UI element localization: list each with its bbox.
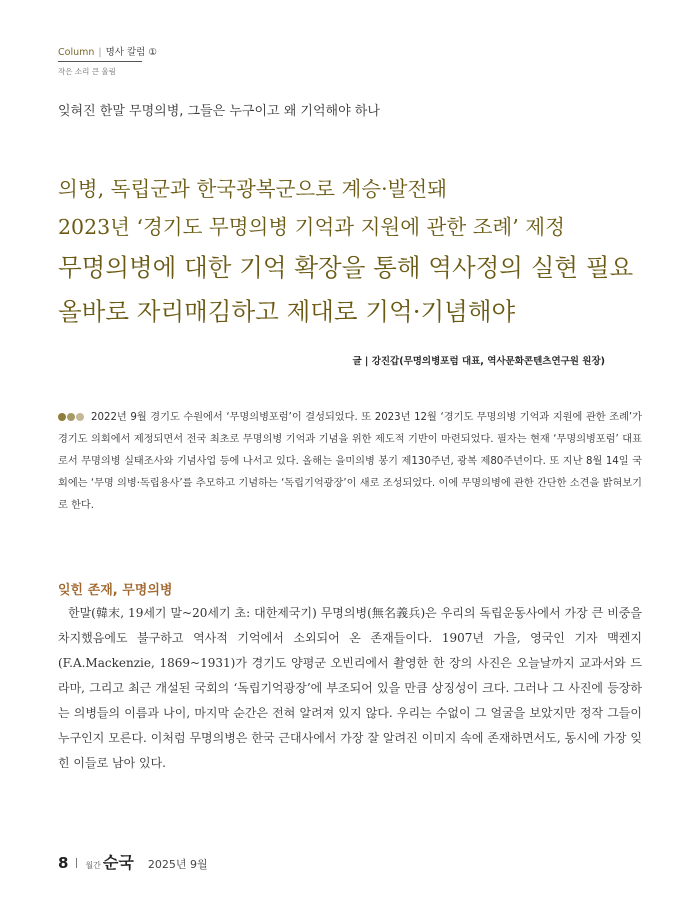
headline-4: 올바로 자리매김하고 제대로 기억·기념해야 bbox=[58, 297, 516, 326]
headline-3: 무명의병에 대한 기억 확장을 통해 역사정의 실현 필요 bbox=[58, 253, 634, 282]
column-label bbox=[58, 44, 157, 58]
kicker: 잊혀진 한말 무명의병, 그들은 누구이고 왜 기억해야 하나 bbox=[58, 104, 380, 119]
issue-date: 2025년 9월 bbox=[147, 858, 208, 871]
headline-1: 의병, 독립군과 한국광복군으로 계승·발전돼 bbox=[58, 177, 448, 201]
section-title: 잊힌 존재, 무명의병 bbox=[58, 583, 173, 598]
magazine-prefix: 월간 bbox=[85, 861, 101, 870]
magazine-name: 순국 bbox=[102, 853, 134, 872]
headline-2: 2023년 ‘경기도 무명의병 기억과 지원에 관한 조례’ 제정 bbox=[58, 215, 565, 239]
page-number: 8 bbox=[58, 854, 69, 872]
headline-block bbox=[58, 170, 658, 334]
column-header bbox=[58, 44, 157, 77]
lead-paragraph bbox=[58, 407, 642, 517]
page-footer bbox=[58, 850, 208, 873]
column-title: 명사 칼럼 ① bbox=[105, 47, 157, 58]
body-paragraph: 한말(韓末, 19세기 말~20세기 초: 대한제국기) 무명의병(無名義兵)은 우리의 독립운동사에서 가장 큰 비중을 차지했음에도 불구하고 역사적 기억에서 소외되어 온 존재들이다. 1907년 가을, 영국인 기자 맥켄지(F.A.Mackenzie, 1869~1931)가 경기도 양평군 오빈리에서 촬영한 한 장의 사진은 오늘날까지 교과서와 드라마, 그리고 최근 개설된 국회의 ‘독립기억광장’에 부조되어 있을 만큼 상징성이 크다. 그러나 그 사진에 등장하는 의병들의 이름과 나이, 마지막 순간은 전혀 알려져 있지 않다. 우리는 수없이 그 얼굴을 보았지만 정작 그들이 누구인지 모른다. 이처럼 무명의병은 한국 근대사에서 가장 잘 알려진 이미지 속에 존재하면서도, 동시에 가장 잊힌 이들로 남아 있다. bbox=[58, 606, 642, 770]
bullet-dots-icon bbox=[58, 407, 85, 429]
column-subtitle: 작은 소리 큰 울림 bbox=[58, 67, 116, 76]
column-separator: | bbox=[98, 47, 102, 58]
lead-text: 2022년 9월 경기도 수원에서 ‘무명의병포럼’이 결성되었다. 또 2023년 12월 ‘경기도 무명의병 기억과 지원에 관한 조례’가 경기도 의회에서 제정되면서 전국 최초로 무명의병 기억과 기념을 위한 제도적 기반이 마련되었다. 필자는 현재 ‘무명의병포럼’ 대표로서 무명의병 실태조사와 기념사업 등에 나서고 있다. 올해는 을미의병 봉기 제130주년, 광복 제80주년이다. 또 지난 8월 14일 국회에는 ‘무명 의병·독립용사’를 추모하고 기념하는 ‘독립기억광장’이 새로 조성되었다. 이에 무명의병에 관한 간단한 소견을 밝혀보기로 한다. bbox=[58, 412, 642, 511]
column-en: Column bbox=[58, 47, 95, 58]
byline: 글 | 강진갑(무명의병포럼 대표, 역사문화콘텐츠연구원 원장) bbox=[352, 356, 605, 367]
header-rule bbox=[58, 61, 142, 62]
footer-divider bbox=[76, 858, 77, 868]
